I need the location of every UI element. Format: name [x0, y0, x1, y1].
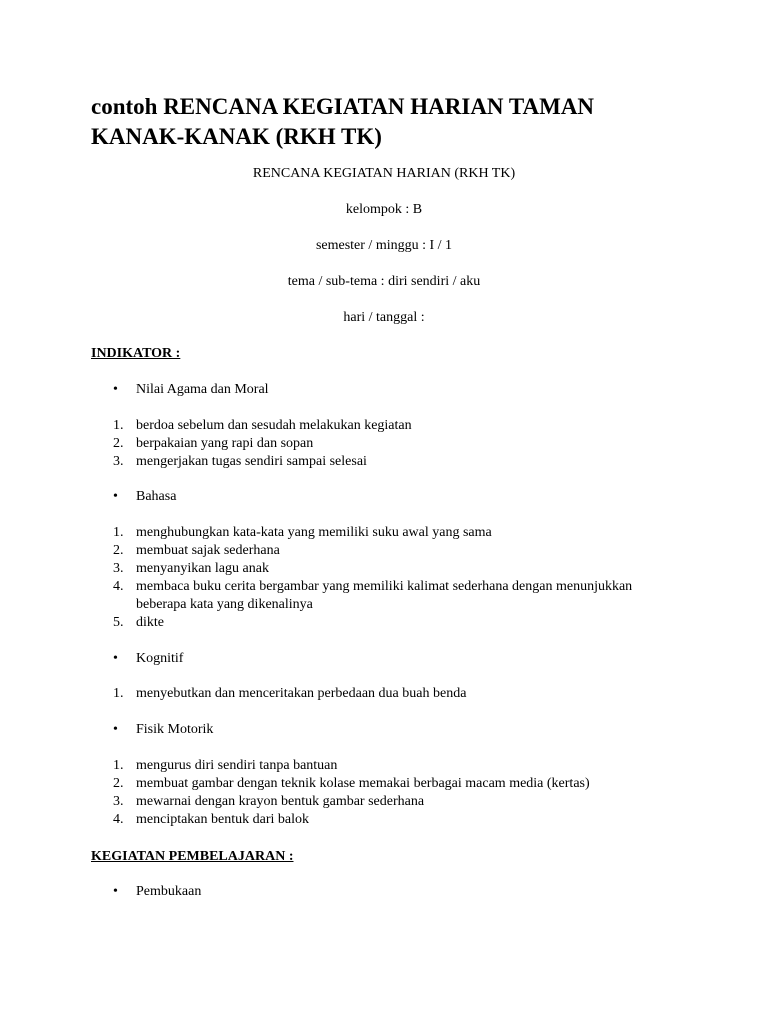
document-title: contoh RENCANA KEGIATAN HARIAN TAMAN KANAK-KANAK (RKH TK)	[91, 94, 595, 149]
list-item: 5. dikte	[113, 615, 164, 630]
list-item: 1. berdoa sebelum dan sesudah melakukan kegiatan	[113, 418, 412, 433]
list-item: 2. berpakaian yang rapi dan sopan	[113, 436, 314, 451]
tema-line: tema / sub-tema : diri sendiri / aku	[287, 274, 481, 289]
group-label: Kognitif	[136, 651, 184, 666]
list-item: 2. membuat sajak sederhana	[113, 543, 280, 558]
indikator-heading: INDIKATOR :	[91, 346, 181, 361]
hari-line: hari / tanggal :	[343, 310, 425, 325]
list-item: 3. menyanyikan lagu anak	[113, 561, 269, 576]
bullet-icon: •	[113, 382, 118, 397]
list-item: 1. menghubungkan kata-kata yang memiliki suku awal yang sama	[113, 525, 492, 540]
list-item: 4. menciptakan bentuk dari balok	[113, 812, 309, 827]
numbered-list	[113, 417, 683, 471]
list-item: 1. mengurus diri sendiri tanpa bantuan	[113, 758, 338, 773]
bullet-icon: •	[113, 651, 118, 666]
list-item: 2. membuat gambar dengan teknik kolase memakai berbagai macam media (kertas)	[113, 776, 590, 791]
numbered-list	[113, 757, 683, 829]
list-item: 3. mewarnai dengan krayon bentuk gambar sederhana	[113, 794, 425, 809]
group-label: Fisik Motorik	[136, 722, 214, 737]
list-item: 4. membaca buku cerita bergambar yang memiliki kalimat sederhana dengan menunjukkan beberapa kata yang dikenalinya	[113, 579, 633, 612]
kelompok-line: kelompok : B	[345, 202, 423, 217]
group-label: Bahasa	[136, 489, 177, 504]
bullet-icon: •	[113, 884, 118, 899]
semester-line: semester / minggu : I / 1	[315, 238, 453, 253]
numbered-list	[113, 524, 683, 632]
pembukaan-label: Pembukaan	[136, 884, 202, 899]
list-item: 1. menyebutkan dan menceritakan perbedaan dua buah benda	[113, 686, 467, 701]
bullet-icon: •	[113, 489, 118, 504]
group-label: Nilai Agama dan Moral	[136, 382, 269, 397]
rkh-heading: RENCANA KEGIATAN HARIAN (RKH TK)	[252, 166, 516, 181]
kegiatan-heading: KEGIATAN PEMBELAJARAN :	[91, 849, 294, 864]
bullet-icon: •	[113, 722, 118, 737]
list-item: 3. mengerjakan tugas sendiri sampai selesai	[113, 454, 367, 469]
numbered-list	[113, 685, 683, 703]
